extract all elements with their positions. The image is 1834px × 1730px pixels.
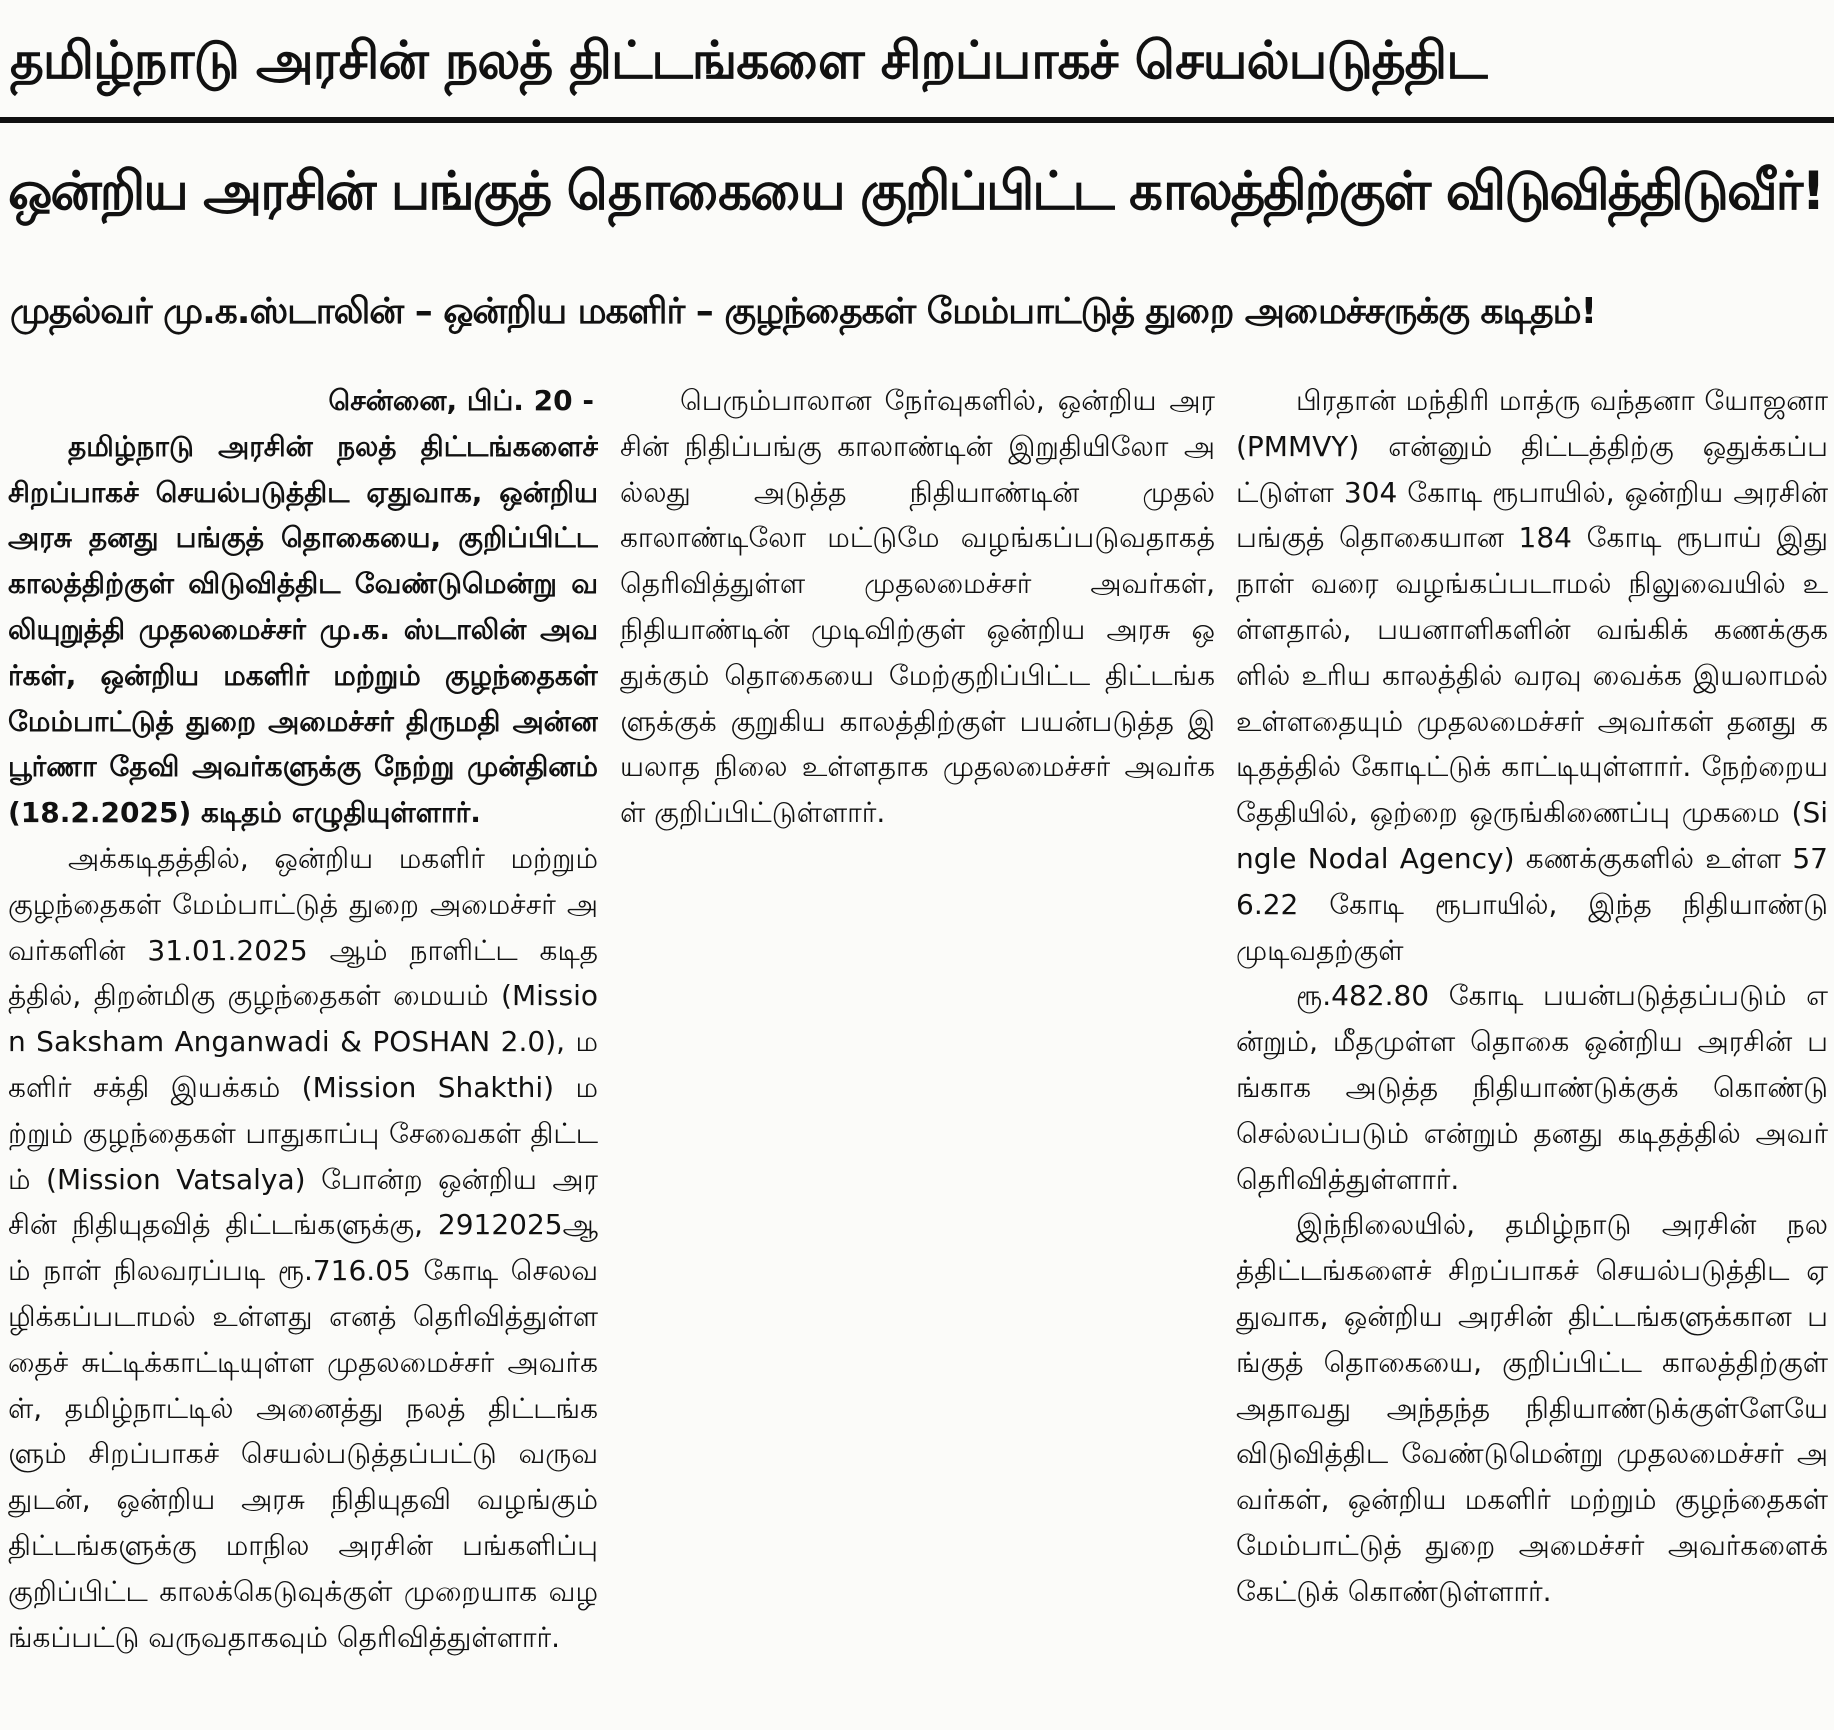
paragraph-1: அக்கடிதத்தில், ஒன்றிய மகளிர் மற்றும் குழந்தைகள் மேம்பாட்டுத் துறை அமைச்சர் அவர்களின் 31.01.2025 ஆம் நாளிட்ட கடிதத்தில், திறன்மிகு குழந்தைகள் மையம் (Mission Saksham Anganwadi & POSHAN 2.0), மகளிர் சக்தி இயக்கம் (Mission Shakthi) மற்றும் குழந்தைகள் பாதுகாப்பு சேவைகள் திட்டம் (Mission Vatsalya) போன்ற ஒன்றிய அரசின் நிதியுதவித் திட்டங்களுக்கு, 2912025ஆம் நாள் நிலவரப்படி ரூ.716.05 கோடி செலவழிக்கப்படாமல் உள்ளது எனத் தெரிவித்துள்ளதைச் சுட்டிக்காட்டியுள்ள முதலமைச்சர் அவர்கள், தமிழ்நாட்டில் அனைத்து நலத் திட்டங்களும் சிறப்பாகச் செயல்படுத்தப்பட்டு வருவதுடன், ஒன்றிய அரசு நிதியுதவி வழங்கும் திட்டங்களுக்கு மாநில அரசின் பங்களிப்பு குறிப்பிட்ட காலக்கெடுவுக்குள் முறையாக வழங்கப்பட்டு வருவதாகவும் தெரிவித்துள்ளார். xyxy=(8,841,598,1654)
article-column-1 xyxy=(8,378,598,1718)
dateline: சென்னை, பிப். 20 - xyxy=(328,384,594,417)
main-headline: ஒன்றிய அரசின் பங்குத் தொகையை குறிப்பிட்ட காலத்திற்குள் விடுவித்திடுவீர்! xyxy=(8,161,1824,222)
article-column-3 xyxy=(1236,378,1828,1718)
paragraph-3: பிரதான் மந்திரி மாத்ரு வந்தனா யோஜனா (PMMVY) என்னும் திட்டத்திற்கு ஒதுக்கப்பட்டுள்ள 304 கோடி ரூபாயில், ஒன்றிய அரசின் பங்குத் தொகையான 184 கோடி ரூபாய் இது நாள் வரை வழங்கப்படாமல் நிலுவையில் உள்ளதால், பயனாளிகளின் வங்கிக் கணக்குகளில் உரிய காலத்தில் வரவு வைக்க இயலாமல் உள்ளதையும் முதலமைச்சர் அவர்கள் தனது கடிதத்தில் கோடிட்டுக் காட்டியுள்ளார். நேற்றைய தேதியில், ஒற்றை ஒருங்கிணைப்பு முகமை (Single Nodal Agency) கணக்குகளில் உள்ள 576.22 கோடி ரூபாயில், இந்த நிதியாண்டு முடிவதற்குள் xyxy=(1236,384,1828,967)
sub-headline: முதல்வர் மு.க.ஸ்டாலின் – ஒன்றிய மகளிர் – குழந்தைகள் மேம்பாட்டுத் துறை அமைச்சருக்கு கடிதம்! xyxy=(10,291,1597,332)
lead-paragraph: தமிழ்நாடு அரசின் நலத் திட்டங்களைச் சிறப்பாகச் செயல்படுத்திட ஏதுவாக, ஒன்றிய அரசு தனது பங்குத் தொகையை, குறிப்பிட்ட காலத்திற்குள் விடுவித்திட வேண்டுமென்று வலியுறுத்தி முதலமைச்சர் மு.க. ஸ்டாலின் அவர்கள், ஒன்றிய மகளிர் மற்றும் குழந்தைகள் மேம்பாட்டுத் துறை அமைச்சர் திருமதி அன்னபூர்ணா தேவி அவர்களுக்கு நேற்று முன்தினம் (18.2.2025) கடிதம் எழுதியுள்ளார். xyxy=(8,429,598,830)
kicker-headline: தமிழ்நாடு அரசின் நலத் திட்டங்களை சிறப்பாகச் செயல்படுத்திட xyxy=(10,31,1487,91)
article-column-2 xyxy=(620,378,1215,1718)
headline-rule xyxy=(0,117,1834,123)
paragraph-2: பெரும்பாலான நேர்வுகளில், ஒன்றிய அரசின் நிதிப்பங்கு காலாண்டின் இறுதியிலோ அல்லது அடுத்த நிதியாண்டின் முதல் காலாண்டிலோ மட்டுமே வழங்கப்படுவதாகத் தெரிவித்துள்ள முதலமைச்சர் அவர்கள், நிதியாண்டின் முடிவிற்குள் ஒன்றிய அரசு ஒதுக்கும் தொகையை மேற்குறிப்பிட்ட திட்டங்களுக்குக் குறுகிய காலத்திற்குள் பயன்படுத்த இயலாத நிலை உள்ளதாக முதலமைச்சர் அவர்கள் குறிப்பிட்டுள்ளார். xyxy=(620,384,1215,830)
paragraph-4: ரூ.482.80 கோடி பயன்படுத்தப்படும் என்றும், மீதமுள்ள தொகை ஒன்றிய அரசின் பங்காக அடுத்த நிதியாண்டுக்குக் கொண்டு செல்லப்படும் என்றும் தனது கடிதத்தில் அவர் தெரிவித்துள்ளார். xyxy=(1236,979,1828,1196)
paragraph-5: இந்நிலையில், தமிழ்நாடு அரசின் நலத்திட்டங்களைச் சிறப்பாகச் செயல்படுத்திட ஏதுவாக, ஒன்றிய அரசின் திட்டங்களுக்கான பங்குத் தொகையை, குறிப்பிட்ட காலத்திற்குள் அதாவது அந்தந்த நிதியாண்டுக்குள்ளேயே விடுவித்திட வேண்டுமென்று முதலமைச்சர் அவர்கள், ஒன்றிய மகளிர் மற்றும் குழந்தைகள் மேம்பாட்டுத் துறை அமைச்சர் அவர்களைக் கேட்டுக் கொண்டுள்ளார். xyxy=(1236,1208,1828,1608)
